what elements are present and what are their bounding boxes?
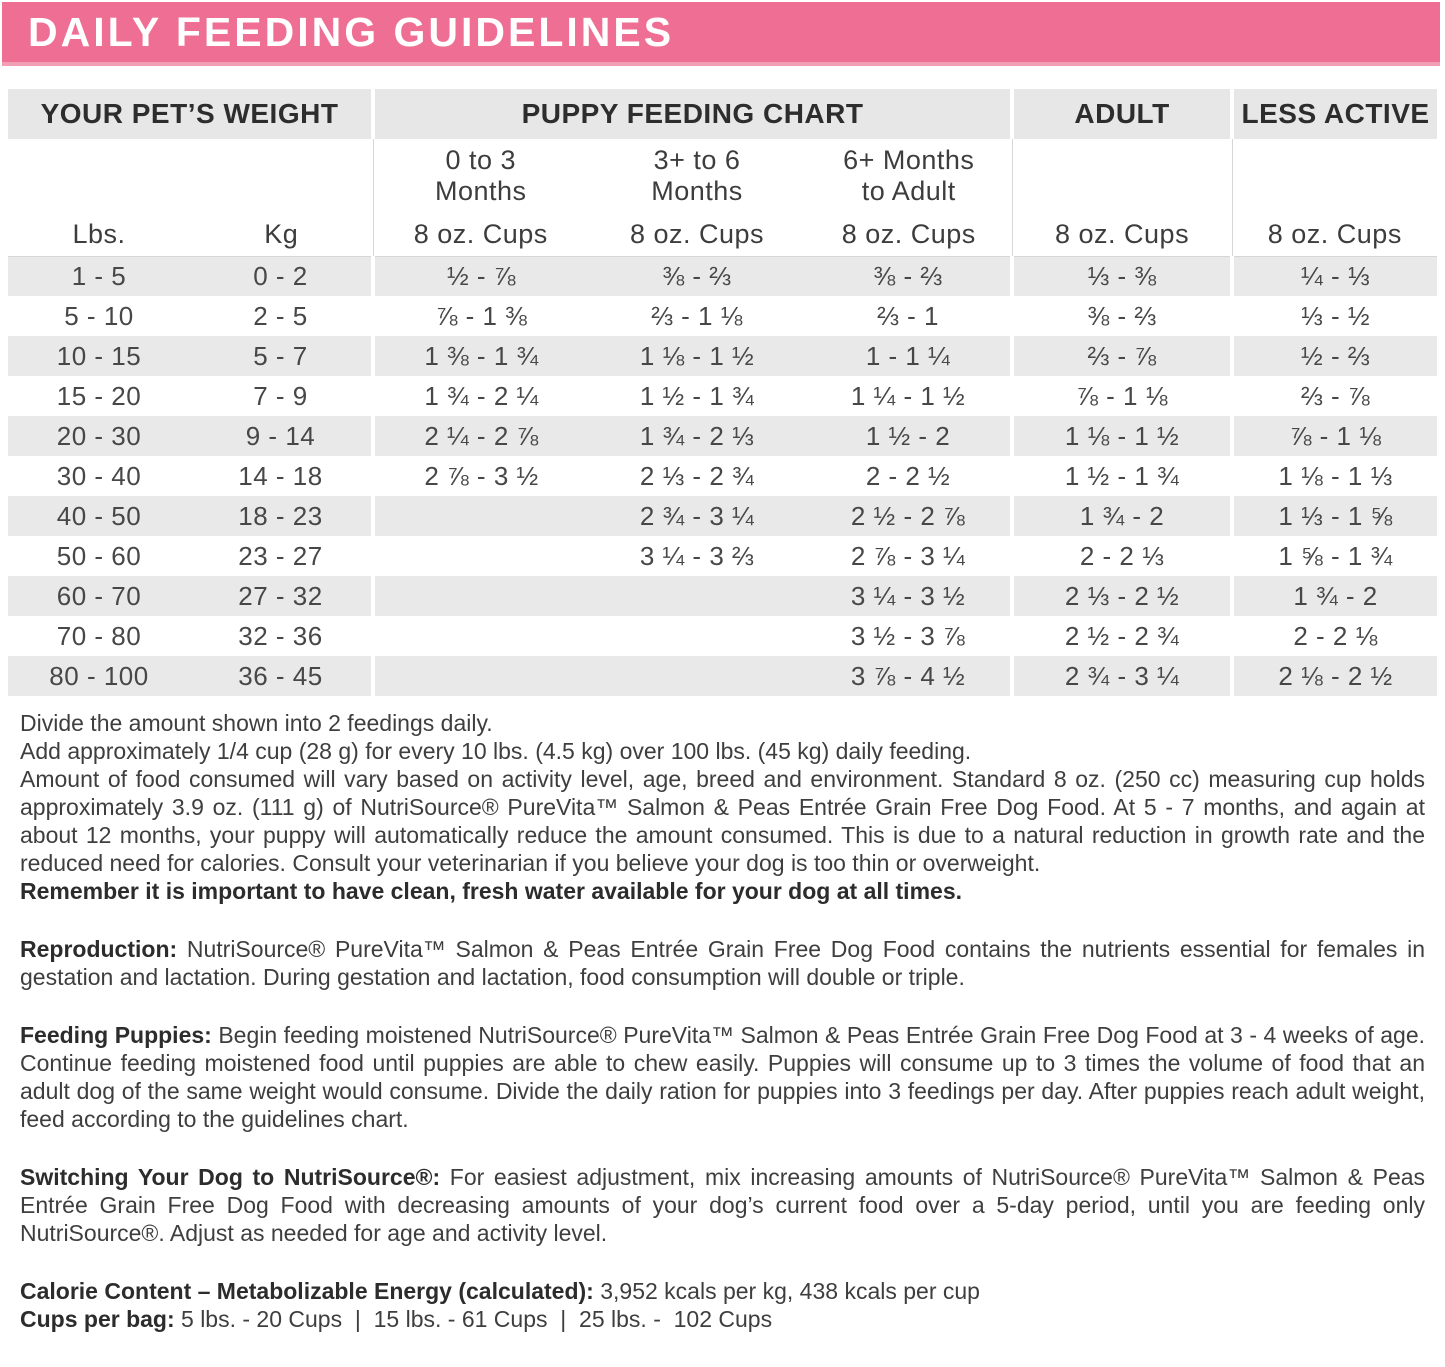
notes-section [20, 709, 1425, 1333]
cell-lbs: 70 - 80 [56, 620, 142, 651]
age-header-less-blank [1232, 139, 1437, 213]
cell-0-3 [373, 616, 588, 656]
cell-6-adult: 1 ½ - 2 [865, 420, 951, 451]
table-row [8, 616, 1437, 656]
switching-label: Switching Your Dog to NutriSource®: [20, 1164, 441, 1190]
unit-cups-6-adult: 8 oz. Cups [806, 213, 1012, 256]
cell-kg: 9 - 14 [245, 420, 316, 451]
cell-0-3: ⅞ - 1 ⅜ [373, 296, 588, 336]
header-pet-weight: YOUR PET’S WEIGHT [40, 98, 339, 129]
unit-cups-less: 8 oz. Cups [1232, 213, 1437, 256]
cell-6-adult: 3 ½ - 3 ⅞ [850, 620, 966, 651]
cell-lbs: 10 - 15 [56, 340, 142, 371]
age-header-3-6: 3+ to 6 Months [651, 145, 743, 206]
cell-adult: 2 ⅓ - 2 ½ [1012, 576, 1232, 616]
cell-kg: 14 - 18 [238, 460, 323, 491]
note-fresh-water: Remember it is important to have clean, fresh water available for your dog at all times. [20, 878, 963, 904]
feeding-puppies-paragraph: Feeding Puppies: Begin feeding moistened NutriSource® PureVita™ Salmon & Peas Entrée Grain Free Dog Food at 3 - 4 weeks of age. Continue feeding moistened food until puppies are able to chew easily. Puppies will consume up to 3 times the volume of food that an adult dog of the same weight would consume. Divide the daily ration for puppies into 3 feedings per day. After puppies reach adult weight, feed according to the guidelines chart. [20, 1022, 1425, 1132]
cell-less: 1 ⅓ - 1 ⅝ [1232, 496, 1437, 536]
cell-lbs: 5 - 10 [64, 300, 134, 331]
table-row [8, 656, 1437, 696]
cell-less: ¼ - ⅓ [1232, 256, 1437, 296]
cell-0-3 [373, 576, 588, 616]
cell-kg: 2 - 5 [253, 300, 308, 331]
cell-lbs: 40 - 50 [56, 500, 142, 531]
cell-0-3: ½ - ⅞ [373, 256, 588, 296]
feeding-table [8, 89, 1437, 696]
title-bar [2, 2, 1440, 66]
cell-less: 2 - 2 ⅛ [1232, 616, 1437, 656]
cell-lbs: 60 - 70 [56, 580, 142, 611]
header-less-active: LESS ACTIVE [1232, 89, 1437, 139]
cell-less: ⅓ - ½ [1232, 296, 1437, 336]
cell-3-6: 1 ½ - 1 ¾ [639, 380, 755, 411]
calorie-content-line: Calorie Content – Metabolizable Energy (calculated): 3,952 kcals per kg, 438 kcals per cup [20, 1278, 980, 1304]
cell-3-6 [588, 656, 806, 696]
cell-kg: 27 - 32 [238, 580, 323, 611]
cell-adult: ⅞ - 1 ⅛ [1012, 376, 1232, 416]
cell-0-3: 1 ¾ - 2 ¼ [373, 376, 588, 416]
cell-less: 2 ⅛ - 2 ½ [1232, 656, 1437, 696]
cell-less: ½ - ⅔ [1232, 336, 1437, 376]
age-header-blank [8, 139, 373, 213]
cell-6-adult: 3 ¼ - 3 ½ [850, 580, 966, 611]
cell-less: ⅔ - ⅞ [1232, 376, 1437, 416]
units-row [8, 213, 1437, 256]
cell-lbs: 1 - 5 [71, 260, 127, 291]
table-row [8, 376, 1437, 416]
cell-6-adult: ⅔ - 1 [877, 300, 939, 331]
cell-6-adult: 3 ⅞ - 4 ½ [850, 660, 966, 691]
cell-0-3 [373, 656, 588, 696]
unit-kg: Kg [190, 213, 373, 256]
table-row [8, 256, 1437, 296]
cell-3-6: 1 ⅛ - 1 ½ [639, 340, 755, 371]
cell-less: 1 ⅛ - 1 ⅓ [1232, 456, 1437, 496]
cell-3-6 [588, 616, 806, 656]
note-add-quarter-cup: Add approximately 1/4 cup (28 g) for every 10 lbs. (4.5 kg) over 100 lbs. (45 kg) daily feeding. [20, 738, 972, 764]
cell-3-6: ⅜ - ⅔ [662, 260, 732, 291]
table-row [8, 536, 1437, 576]
cell-adult: 1 ⅛ - 1 ½ [1012, 416, 1232, 456]
cell-lbs: 50 - 60 [56, 540, 142, 571]
cell-kg: 5 - 7 [253, 340, 308, 371]
cell-6-adult: 1 ¼ - 1 ½ [850, 380, 966, 411]
cell-adult: 2 - 2 ⅓ [1012, 536, 1232, 576]
cell-kg: 18 - 23 [238, 500, 323, 531]
header-puppy-chart: PUPPY FEEDING CHART [373, 89, 1012, 139]
age-header-0-3: 0 to 3 Months [373, 139, 588, 213]
calorie-content-label: Calorie Content – Metabolizable Energy (calculated): [20, 1278, 594, 1304]
age-header-adult-blank [1012, 139, 1232, 213]
cups-per-bag-line: Cups per bag: 5 lbs. - 20 Cups | 15 lbs. - 61 Cups | 25 lbs. - 102 Cups [20, 1306, 773, 1332]
cell-adult: ⅔ - ⅞ [1012, 336, 1232, 376]
switching-paragraph: Switching Your Dog to NutriSource®: For easiest adjustment, mix increasing amounts of NutriSource® PureVita™ Salmon & Peas Entrée Grain Free Dog Food with decreasing amounts of your dog’s current food over a 5-day period, until you are feeding only NutriSource®. Adjust as needed for age and activity level. [20, 1164, 1426, 1246]
age-header-6-adult: 6+ Months to Adult [843, 145, 975, 206]
note-divide: Divide the amount shown into 2 feedings daily. [20, 710, 493, 736]
cell-lbs: 20 - 30 [56, 420, 142, 451]
cell-lbs: 30 - 40 [56, 460, 142, 491]
cell-6-adult: 2 - 2 ½ [865, 460, 951, 491]
cell-0-3 [373, 496, 588, 536]
cell-adult: 1 ¾ - 2 [1012, 496, 1232, 536]
cell-kg: 0 - 2 [253, 260, 308, 291]
table-row [8, 456, 1437, 496]
cell-3-6 [588, 576, 806, 616]
table-row [8, 336, 1437, 376]
table-row [8, 296, 1437, 336]
cell-6-adult: 2 ½ - 2 ⅞ [850, 500, 966, 531]
unit-lbs: Lbs. [8, 213, 190, 256]
cell-0-3: 1 ⅜ - 1 ¾ [373, 336, 588, 376]
cell-3-6: 1 ¾ - 2 ⅓ [639, 420, 755, 451]
cell-less: 1 ⅝ - 1 ¾ [1232, 536, 1437, 576]
table-row [8, 576, 1437, 616]
cell-kg: 23 - 27 [238, 540, 323, 571]
cell-0-3 [373, 536, 588, 576]
cell-3-6: ⅔ - 1 ⅛ [651, 300, 743, 331]
cell-adult: 1 ½ - 1 ¾ [1012, 456, 1232, 496]
cell-less: ⅞ - 1 ⅛ [1232, 416, 1437, 456]
table-row [8, 416, 1437, 456]
cell-0-3: 2 ¼ - 2 ⅞ [373, 416, 588, 456]
cell-adult: ⅜ - ⅔ [1012, 296, 1232, 336]
feeding-puppies-label: Feeding Puppies: [20, 1022, 212, 1048]
reproduction-paragraph: Reproduction: NutriSource® PureVita™ Salmon & Peas Entrée Grain Free Dog Food contains the nutrients essential for females in gestation and lactation. During gestation and lactation, food consumption will double or triple. [20, 936, 1426, 990]
unit-cups-adult: 8 oz. Cups [1012, 213, 1232, 256]
cell-6-adult: 2 ⅞ - 3 ¼ [850, 540, 966, 571]
cups-per-bag-label: Cups per bag: [20, 1306, 175, 1332]
page-title: DAILY FEEDING GUIDELINES [28, 8, 675, 55]
cell-adult: ⅓ - ⅜ [1012, 256, 1232, 296]
unit-cups-3-6: 8 oz. Cups [588, 213, 806, 256]
cell-3-6: 3 ¼ - 3 ⅔ [639, 540, 755, 571]
header-adult: ADULT [1012, 89, 1232, 139]
reproduction-label: Reproduction: [20, 936, 178, 962]
cell-lbs: 15 - 20 [56, 380, 142, 411]
cell-3-6: 2 ¾ - 3 ¼ [639, 500, 755, 531]
age-header-row [8, 139, 1437, 213]
cell-adult: 2 ½ - 2 ¾ [1012, 616, 1232, 656]
cell-6-adult: ⅜ - ⅔ [873, 260, 943, 291]
cell-less: 1 ¾ - 2 [1232, 576, 1437, 616]
cell-kg: 7 - 9 [253, 380, 308, 411]
cell-0-3: 2 ⅞ - 3 ½ [373, 456, 588, 496]
cell-lbs: 80 - 100 [49, 660, 149, 691]
table-row [8, 496, 1437, 536]
note-amount-paragraph: Amount of food consumed will vary based on activity level, age, breed and environment. Standard 8 oz. (250 cc) measuring cup holds approximately 3.9 oz. (111 g) of NutriSource® PureVita™ Salmon & Peas Entrée Grain Free Dog Food. At 5 - 7 months, and again at about 12 months, your puppy will automatically reduce the amount consumed. This is due to a natural reduction in growth rate and the reduced need for calories. Consult your veterinarian if you believe your dog is too thin or overweight. [20, 766, 1425, 876]
cell-kg: 36 - 45 [238, 660, 323, 691]
cell-adult: 2 ¾ - 3 ¼ [1012, 656, 1232, 696]
unit-cups-0-3: 8 oz. Cups [373, 213, 588, 256]
cell-kg: 32 - 36 [238, 620, 323, 651]
cell-3-6: 2 ⅓ - 2 ¾ [639, 460, 755, 491]
cell-6-adult: 1 - 1 ¼ [865, 340, 951, 371]
section-header-row [8, 89, 1437, 139]
